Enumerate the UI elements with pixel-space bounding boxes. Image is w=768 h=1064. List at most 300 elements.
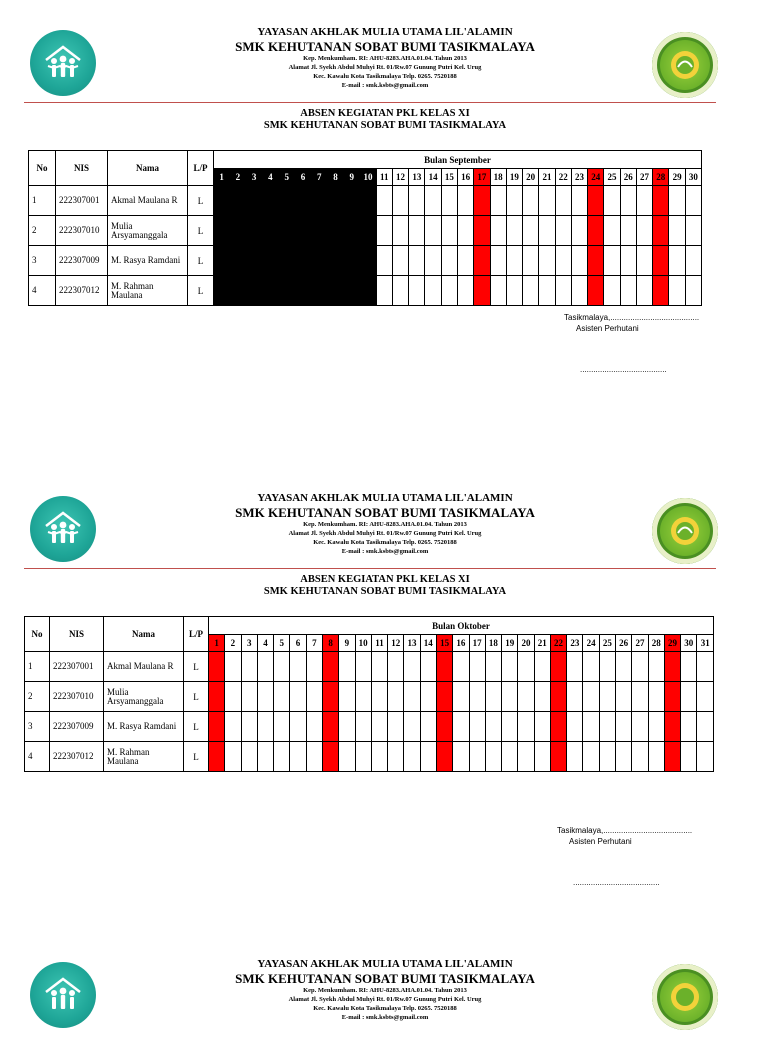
attendance-cell (214, 216, 230, 246)
attendance-cell (636, 216, 652, 246)
attendance-cell (485, 742, 501, 772)
attendance-cell (388, 712, 404, 742)
attendance-cell (583, 742, 599, 772)
day-header: 1 (214, 169, 230, 186)
attendance-cell (588, 216, 604, 246)
attendance-cell (420, 652, 436, 682)
attendance-cell (339, 652, 355, 682)
attendance-cell (685, 246, 701, 276)
day-header: 6 (295, 169, 311, 186)
day-header: 27 (636, 169, 652, 186)
attendance-cell (502, 682, 518, 712)
attendance-cell (225, 712, 241, 742)
attendance-cell (241, 712, 257, 742)
attendance-cell (485, 652, 501, 682)
table-row (25, 712, 714, 742)
attendance-cell (322, 682, 338, 712)
day-header: 26 (620, 169, 636, 186)
signature-block (557, 825, 692, 888)
attendance-cell (290, 712, 306, 742)
attendance-cell (376, 276, 392, 306)
day-header: 16 (453, 635, 469, 652)
attendance-cell (344, 216, 360, 246)
day-header: 7 (311, 169, 327, 186)
attendance-cell (567, 742, 583, 772)
attendance-cell (425, 186, 441, 216)
attendance-cell (257, 742, 273, 772)
attendance-cell (681, 712, 697, 742)
day-header: 3 (241, 635, 257, 652)
attendance-cell (230, 216, 246, 246)
attendance-cell (209, 682, 225, 712)
attendance-cell (214, 276, 230, 306)
col-header-nama: Nama (104, 617, 184, 652)
attendance-cell (453, 682, 469, 712)
attendance-cell (311, 246, 327, 276)
attendance-cell (376, 186, 392, 216)
attendance-cell (420, 742, 436, 772)
signature-block (564, 312, 699, 375)
title-line-2: SMK KEHUTANAN SOBAT BUMI TASIKMALAYA (263, 120, 507, 131)
attendance-cell (469, 682, 485, 712)
attendance-cell (409, 276, 425, 306)
attendance-cell (571, 216, 587, 246)
day-header: 10 (360, 169, 376, 186)
day-header: 17 (474, 169, 490, 186)
attendance-cell (616, 652, 632, 682)
attendance-cell (474, 186, 490, 216)
day-header: 4 (257, 635, 273, 652)
cell-nis: 222307009 (56, 246, 108, 276)
attendance-cell (311, 276, 327, 306)
attendance-cell (404, 682, 420, 712)
attendance-cell (425, 246, 441, 276)
day-header: 25 (604, 169, 620, 186)
col-header-lp: L/P (188, 151, 214, 186)
day-header: 3 (246, 169, 262, 186)
attendance-cell (534, 742, 550, 772)
day-header: 12 (388, 635, 404, 652)
day-header: 5 (274, 635, 290, 652)
title-line-1: ABSEN KEGIATAN PKL KELAS XI (300, 108, 470, 119)
attendance-cell (306, 652, 322, 682)
attendance-cell (571, 276, 587, 306)
attendance-cell (241, 652, 257, 682)
cell-no: 1 (29, 186, 56, 216)
attendance-cell (653, 216, 669, 246)
attendance-cell (599, 712, 615, 742)
cell-no: 2 (25, 682, 50, 712)
attendance-cell (469, 742, 485, 772)
attendance-cell (620, 246, 636, 276)
school-seal-logo-icon (652, 498, 718, 564)
cell-nama: Akmal Maulana R (108, 186, 188, 216)
col-header-nis: NIS (50, 617, 104, 652)
col-header-nis: NIS (56, 151, 108, 186)
attendance-cell (355, 742, 371, 772)
decree-line: Kep. Menkumham. RI: AHU-8283.AHA.01.04. Tahun 2013 (303, 521, 467, 528)
attendance-cell (664, 712, 680, 742)
attendance-cell (474, 276, 490, 306)
day-header: 23 (567, 635, 583, 652)
day-header: 21 (539, 169, 555, 186)
attendance-cell (376, 216, 392, 246)
attendance-cell (669, 186, 685, 216)
attendance-cell (518, 712, 534, 742)
attendance-cell (648, 682, 664, 712)
day-header: 18 (485, 635, 501, 652)
cell-nis: 222307010 (50, 682, 104, 712)
attendance-cell (555, 216, 571, 246)
attendance-cell (669, 216, 685, 246)
attendance-cell (327, 276, 343, 306)
school-family-logo-icon (30, 962, 96, 1028)
cell-lp: L (184, 742, 209, 772)
letterhead-text (160, 26, 610, 90)
table-row (29, 216, 702, 246)
attendance-cell (502, 652, 518, 682)
attendance-cell (620, 276, 636, 306)
attendance-cell (583, 682, 599, 712)
col-header-no: No (29, 151, 56, 186)
cell-nama: M. Rasya Ramdani (104, 712, 184, 742)
attendance-cell (322, 742, 338, 772)
attendance-cell (506, 276, 522, 306)
signature-role: Asisten Perhutani (569, 837, 632, 846)
attendance-cell (523, 276, 539, 306)
school-family-logo-icon (30, 30, 96, 96)
day-header: 14 (425, 169, 441, 186)
document-title (160, 574, 610, 598)
cell-nis: 222307001 (56, 186, 108, 216)
day-header: 24 (588, 169, 604, 186)
attendance-cell (632, 712, 648, 742)
attendance-cell (588, 186, 604, 216)
day-header: 15 (436, 635, 452, 652)
col-header-nama: Nama (108, 151, 188, 186)
attendance-cell (295, 276, 311, 306)
table-row (29, 246, 702, 276)
day-header: 21 (534, 635, 550, 652)
attendance-cell (502, 712, 518, 742)
month-header: Bulan September (214, 151, 702, 169)
foundation-name: YAYASAN AKHLAK MULIA UTAMA LIL'ALAMIN (257, 492, 513, 504)
attendance-cell (409, 186, 425, 216)
attendance-cell (697, 652, 714, 682)
attendance-cell (664, 742, 680, 772)
attendance-cell (355, 652, 371, 682)
day-header: 4 (262, 169, 278, 186)
attendance-cell (274, 682, 290, 712)
attendance-cell (295, 246, 311, 276)
foundation-name: YAYASAN AKHLAK MULIA UTAMA LIL'ALAMIN (257, 958, 513, 970)
attendance-cell (648, 712, 664, 742)
table-row (25, 682, 714, 712)
attendance-cell (420, 712, 436, 742)
signature-line: ....................................... (573, 878, 660, 887)
attendance-cell (571, 186, 587, 216)
attendance-cell (490, 216, 506, 246)
foundation-name: YAYASAN AKHLAK MULIA UTAMA LIL'ALAMIN (257, 26, 513, 38)
attendance-cell (279, 216, 295, 246)
attendance-cell (436, 742, 452, 772)
attendance-cell (371, 712, 387, 742)
attendance-cell (257, 682, 273, 712)
attendance-cell (453, 712, 469, 742)
attendance-cell (457, 216, 473, 246)
day-header: 31 (697, 635, 714, 652)
attendance-cell (518, 652, 534, 682)
attendance-cell (604, 186, 620, 216)
day-header: 24 (583, 635, 599, 652)
signature-place-date: Tasikmalaya,........................................ (564, 313, 700, 322)
attendance-cell (241, 682, 257, 712)
attendance-cell (388, 742, 404, 772)
attendance-cell (685, 216, 701, 246)
attendance-cell (295, 216, 311, 246)
attendance-cell (571, 246, 587, 276)
attendance-cell (669, 246, 685, 276)
attendance-cell (616, 712, 632, 742)
day-header: 15 (441, 169, 457, 186)
attendance-cell (344, 276, 360, 306)
attendance-cell (490, 276, 506, 306)
attendance-cell (490, 186, 506, 216)
attendance-cell (339, 712, 355, 742)
attendance-cell (262, 216, 278, 246)
attendance-cell (425, 216, 441, 246)
attendance-cell (344, 186, 360, 216)
attendance-cell (648, 652, 664, 682)
school-name: SMK KEHUTANAN SOBAT BUMI TASIKMALAYA (235, 971, 535, 986)
day-header: 30 (685, 169, 701, 186)
cell-no: 4 (25, 742, 50, 772)
day-header: 22 (550, 635, 566, 652)
attendance-cell (506, 186, 522, 216)
attendance-cell (599, 742, 615, 772)
attendance-cell (409, 216, 425, 246)
day-header: 19 (506, 169, 522, 186)
attendance-cell (274, 652, 290, 682)
attendance-cell (632, 742, 648, 772)
attendance-cell (322, 712, 338, 742)
attendance-cell (534, 682, 550, 712)
attendance-cell (404, 742, 420, 772)
school-name: SMK KEHUTANAN SOBAT BUMI TASIKMALAYA (235, 39, 535, 54)
attendance-cell (327, 216, 343, 246)
table-row (25, 742, 714, 772)
attendance-cell (290, 682, 306, 712)
attendance-cell (469, 712, 485, 742)
attendance-cell (685, 186, 701, 216)
attendance-cell (262, 186, 278, 216)
title-line-1: ABSEN KEGIATAN PKL KELAS XI (300, 574, 470, 585)
cell-nis: 222307009 (50, 712, 104, 742)
day-header: 11 (371, 635, 387, 652)
attendance-cell (311, 216, 327, 246)
attendance-cell (306, 712, 322, 742)
attendance-cell (555, 246, 571, 276)
cell-nis: 222307012 (56, 276, 108, 306)
attendance-cell (697, 742, 714, 772)
day-header: 10 (355, 635, 371, 652)
cell-lp: L (184, 682, 209, 712)
day-header: 16 (457, 169, 473, 186)
cell-nama: Mulia Arsyamanggala (104, 682, 184, 712)
address-line-1: Alamat Jl. Syekh Abdul Muhyi Rt. 01/Rw.07 Gunung Putri Kel. Urug (288, 64, 482, 71)
table-row (29, 186, 702, 216)
attendance-cell (436, 712, 452, 742)
day-header: 9 (344, 169, 360, 186)
attendance-cell (371, 742, 387, 772)
attendance-cell (274, 712, 290, 742)
attendance-cell (344, 246, 360, 276)
attendance-cell (322, 652, 338, 682)
attendance-cell (425, 276, 441, 306)
attendance-cell (616, 742, 632, 772)
attendance-cell (441, 276, 457, 306)
attendance-cell (295, 186, 311, 216)
day-header: 14 (420, 635, 436, 652)
attendance-cell (664, 652, 680, 682)
col-header-no: No (25, 617, 50, 652)
email-line: E-mail : smk.ksbts@gmail.com (341, 548, 429, 555)
signature-place-date: Tasikmalaya,........................................ (557, 826, 693, 835)
cell-no: 1 (25, 652, 50, 682)
attendance-cell (392, 216, 408, 246)
attendance-cell (539, 216, 555, 246)
cell-nis: 222307012 (50, 742, 104, 772)
attendance-cell (209, 712, 225, 742)
attendance-cell (681, 742, 697, 772)
day-header: 11 (376, 169, 392, 186)
signature-role: Asisten Perhutani (576, 324, 639, 333)
attendance-cell (360, 186, 376, 216)
attendance-cell (636, 246, 652, 276)
attendance-cell (441, 186, 457, 216)
attendance-cell (534, 712, 550, 742)
attendance-cell (225, 742, 241, 772)
day-header: 7 (306, 635, 322, 652)
attendance-cell (274, 742, 290, 772)
day-header: 9 (339, 635, 355, 652)
school-family-logo-icon (30, 496, 96, 562)
attendance-cell (327, 186, 343, 216)
cell-lp: L (188, 216, 214, 246)
attendance-cell (669, 276, 685, 306)
attendance-cell (534, 652, 550, 682)
attendance-cell (436, 652, 452, 682)
attendance-cell (539, 246, 555, 276)
letterhead (0, 954, 768, 1064)
attendance-cell (697, 712, 714, 742)
attendance-cell (474, 246, 490, 276)
attendance-cell (457, 276, 473, 306)
attendance-cell (599, 682, 615, 712)
attendance-cell (339, 682, 355, 712)
attendance-cell (588, 246, 604, 276)
attendance-cell (681, 682, 697, 712)
attendance-cell (360, 246, 376, 276)
attendance-cell (681, 652, 697, 682)
day-header: 20 (523, 169, 539, 186)
address-line-1: Alamat Jl. Syekh Abdul Muhyi Rt. 01/Rw.07 Gunung Putri Kel. Urug (288, 996, 482, 1003)
cell-no: 2 (29, 216, 56, 246)
letterhead-divider (24, 102, 716, 103)
attendance-cell (225, 652, 241, 682)
day-header: 13 (409, 169, 425, 186)
day-header: 8 (322, 635, 338, 652)
day-header: 19 (502, 635, 518, 652)
attendance-cell (279, 246, 295, 276)
attendance-cell (457, 246, 473, 276)
attendance-cell (653, 276, 669, 306)
school-name: SMK KEHUTANAN SOBAT BUMI TASIKMALAYA (235, 505, 535, 520)
day-header: 27 (632, 635, 648, 652)
day-header: 2 (230, 169, 246, 186)
decree-line: Kep. Menkumham. RI: AHU-8283.AHA.01.04. Tahun 2013 (303, 987, 467, 994)
attendance-cell (306, 742, 322, 772)
attendance-cell (409, 246, 425, 276)
day-header: 22 (555, 169, 571, 186)
attendance-cell (518, 742, 534, 772)
attendance-cell (392, 276, 408, 306)
attendance-cell (388, 652, 404, 682)
day-header: 25 (599, 635, 615, 652)
school-seal-logo-icon (652, 32, 718, 98)
day-header: 20 (518, 635, 534, 652)
attendance-cell (214, 246, 230, 276)
attendance-cell (241, 742, 257, 772)
attendance-cell (632, 652, 648, 682)
attendance-cell (339, 742, 355, 772)
address-line-1: Alamat Jl. Syekh Abdul Muhyi Rt. 01/Rw.07 Gunung Putri Kel. Urug (288, 530, 482, 537)
letterhead-divider (24, 568, 716, 569)
attendance-cell (485, 712, 501, 742)
attendance-cell (327, 246, 343, 276)
school-seal-logo-icon (652, 964, 718, 1030)
attendance-cell (620, 216, 636, 246)
attendance-cell (230, 186, 246, 216)
attendance-cell (225, 682, 241, 712)
attendance-cell (392, 246, 408, 276)
attendance-cell (506, 246, 522, 276)
attendance-cell (474, 216, 490, 246)
cell-nis: 222307010 (56, 216, 108, 246)
attendance-cell (371, 682, 387, 712)
attendance-cell (230, 276, 246, 306)
table-row (29, 276, 702, 306)
attendance-cell (567, 652, 583, 682)
attendance-cell (388, 682, 404, 712)
email-line: E-mail : smk.ksbts@gmail.com (341, 1014, 429, 1021)
attendance-cell (371, 652, 387, 682)
day-header: 13 (404, 635, 420, 652)
attendance-cell (636, 276, 652, 306)
attendance-cell (209, 652, 225, 682)
cell-no: 3 (25, 712, 50, 742)
attendance-cell (246, 246, 262, 276)
attendance-cell (404, 712, 420, 742)
signature-line: ....................................... (580, 365, 667, 374)
attendance-cell (246, 216, 262, 246)
attendance-cell (355, 712, 371, 742)
attendance-cell (523, 186, 539, 216)
attendance-cell (567, 712, 583, 742)
title-line-2: SMK KEHUTANAN SOBAT BUMI TASIKMALAYA (263, 586, 507, 597)
attendance-cell (648, 742, 664, 772)
attendance-cell (290, 742, 306, 772)
